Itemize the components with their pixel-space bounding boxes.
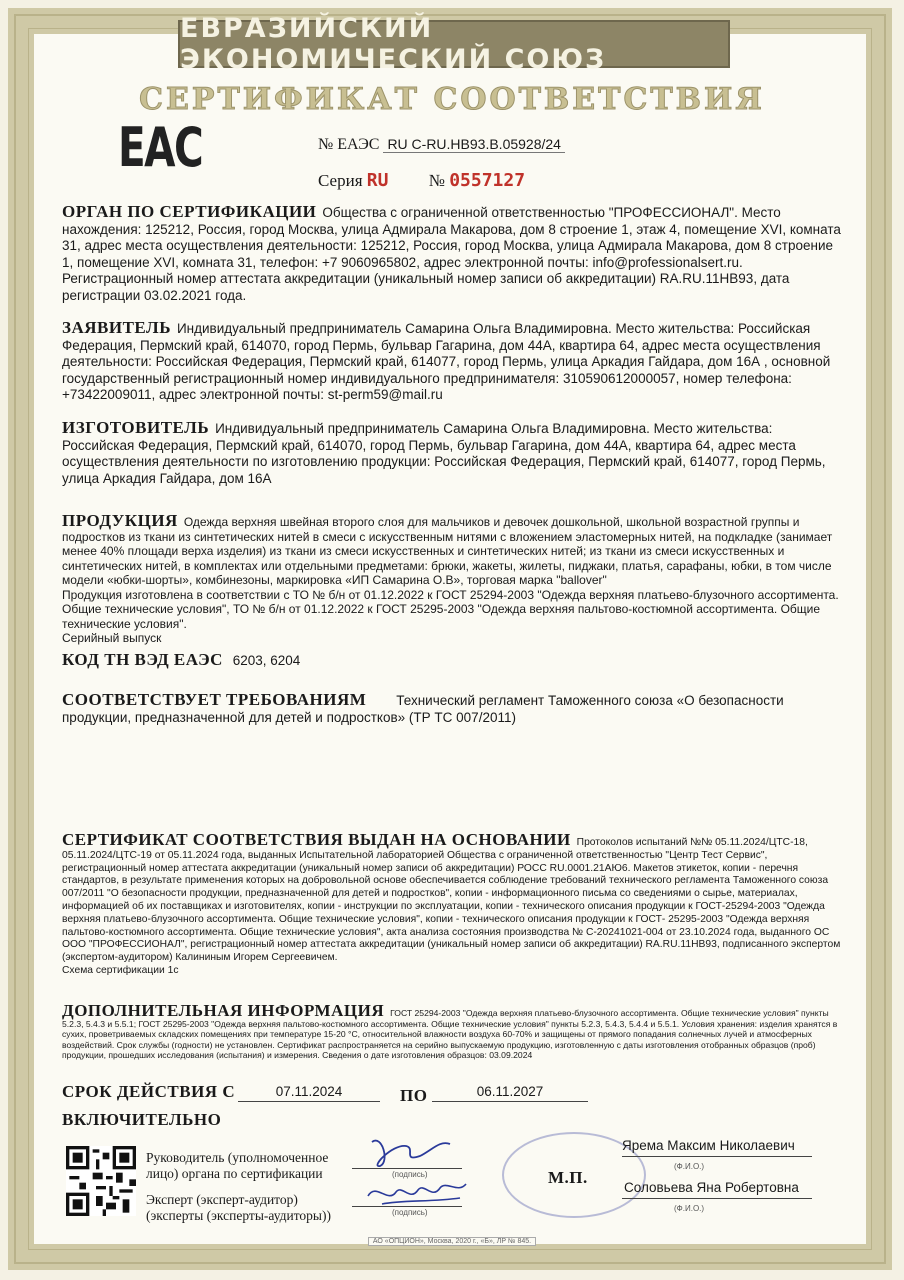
- head-name: Ярема Максим Николаевич: [622, 1138, 795, 1153]
- signature-area: [62, 1138, 842, 1232]
- applicant-label: ЗАЯВИТЕЛЬ: [62, 318, 171, 337]
- head-sign-caption: (подпись): [392, 1170, 428, 1179]
- basis-scheme: Схема сертификации 1с: [62, 964, 179, 976]
- series-value: RU: [366, 170, 389, 191]
- head-signature-icon: [362, 1132, 458, 1172]
- code-value: 6203, 6204: [232, 653, 301, 668]
- head-label: Руководитель (уполномоченное лицо) органа по сертификации: [146, 1150, 329, 1181]
- manufacturer-text: Индивидуальный предприниматель Самарина Ольга Владимировна. Место жительства: Российская Федерация, Пермский край, 614070, город Пермь, бульвар Гагарина, дом 44А, квартира 64, адрес места осуществления деятельности по изготовлению продукции: Российская Федерация, Пермский край, 614077, город Пермь, улица Аркадия Гайдара, дом 16А: [62, 421, 826, 486]
- code-label: КОД ТН ВЭД ЕАЭС: [62, 650, 223, 669]
- basis-label: СЕРТИФИКАТ СООТВЕТСТВИЯ ВЫДАН НА ОСНОВАНИИ: [62, 830, 571, 849]
- expert-sign-caption: (подпись): [392, 1208, 428, 1217]
- qr-code-icon: [66, 1146, 136, 1216]
- organ-section: [62, 204, 842, 304]
- product-label: ПРОДУКЦИЯ: [62, 511, 178, 530]
- product-section: [62, 511, 842, 646]
- organ-text: Общества с ограниченной ответственностью "ПРОФЕССИОНАЛ". Место нахождения: 125212, Россия, город Москва, улица Адмирала Макарова, дом 8 строение 1, этаж 4, помещение XVI, комната 31, адрес места осуществления деятельности: 125212, Россия, город Москва, улица Адмирала Макарова, дом 8 строение 1, помещение XVI, комната 31, телефон: +7 9060965802, адрес электронной почты: info@professionalsert.ru. Регистрационный номер аттестата аккредитации (уникальный номер записи об аккредитации) RA.RU.11НВ93, дата регистрации 03.02.2021 года.: [62, 205, 841, 303]
- applicant-section: [62, 320, 842, 404]
- validity-section: [62, 1084, 842, 1134]
- manufacturer-section: [62, 420, 842, 487]
- expert-name: Соловьева Яна Робертовна: [624, 1180, 799, 1195]
- extra-info-text: ГОСТ 25294-2003 "Одежда верхняя платьево-блузочного ассортимента. Общие технические условия" пункты 5.2.3, 5.4.3 и 5.5.1; ГОСТ 25295-2003 "Одежда верхняя пальтово-костюмного ассортимента. Общие технические условия" пункты 5.2.3, 5.4.3, 5.4.4 и 5.5.1. Условия хранения: изделия хранятся в сухих, проветриваемых складских помещениях при температуре 15-20 °С, относительной влажности воздуха 60-70% и защищены от прямого попадания солнечных лучей и атмосферных воздействий. Срок службы (годности) не установлен. Сертификат распространяется на серийно выпускаемую продукцию, изготовленную с даты изготовления отобранных образцов (проб) продукции, прошедших исследования (испытания) и измерения. Сведения о дате изготовления образцов: 03.09.2024: [62, 1008, 838, 1060]
- conforms-label: СООТВЕТСТВУЕТ ТРЕБОВАНИЯМ: [62, 690, 367, 709]
- extra-info-label: ДОПОЛНИТЕЛЬНАЯ ИНФОРМАЦИЯ: [62, 1001, 385, 1020]
- form-number-label: №: [428, 171, 445, 190]
- product-serial: Серийный выпуск: [62, 631, 162, 645]
- conforms-text: Технический регламент Таможенного союза «О безопасности продукции, предназначенной для детей и подростков» (ТР ТС 007/2011): [62, 693, 784, 725]
- extra-info-section: [62, 1001, 842, 1061]
- union-banner: ЕВРАЗИЙСКИЙ ЭКОНОМИЧЕСКИЙ СОЮЗ: [178, 20, 730, 68]
- expert-fio-caption: (Ф.И.О.): [674, 1204, 705, 1213]
- validity-from: 07.11.2024: [238, 1084, 380, 1102]
- basis-section: [62, 830, 842, 978]
- series-line: [318, 170, 525, 191]
- conforms-section: [62, 692, 842, 726]
- basis-text: Протоколов испытаний №№ 05.11.2024/ЦТС-18, 05.11.2024/ЦТС-19 от 05.11.2024 года, выданных Испытательной лабораторией Общества с ограниченной ответственностью "Центр Тест Сервис", регистрационный номер аттестата аккредитации (уникальный номер записи об аккредитации) РОСС RU.0001.21АЮ6. Макетов этикеток, копии - перечня стандартов, в результате применения которых на добровольной основе обеспечивается соблюдение требований технического регламента Таможенного союза 007/2011 "О безопасности продукции, предназначенной для детей и подростков", копии - информационного письма со сведениями о сырье, материалах, информацией об их поставщиках и изготовителях, копии - инструкции по эксплуатации, копии - технического описания продукции к ГОСТ-25294-2003 "Одежда верхняя платьево-блузочного ассортимента. Общие технические условия", копии - технического описания продукции к ГОСТ- 25295-2003 "Одежда верхняя пальтово-костюмного ассортимента. Общие технические условия", акта анализа состояния производства № С-20241021-004 от 23.10.2024 года, выданного ОС ООО "ПРОФЕССИОНАЛ", регистрационный номер аттестата аккредитации (уникальный номер записи об аккредитации) RA.RU.11НВ93, подписанного экспертом (экспертом-аудитором) Калининым Игорем Сергеевичем.: [62, 837, 841, 964]
- product-standard: Продукция изготовлена в соответствии с ТО № б/н от 01.12.2022 к ГОСТ 25294-2003 "Одежда верхняя платьево-блузочного ассортимента. Общие технические условия", ТО № б/н от 01.12.2022 к ГОСТ 25295-2003 "Одежда верхняя пальтово-костюмной ассортимента. Общие технические условия".: [62, 587, 839, 631]
- eac-mark: ЕАС: [118, 116, 203, 179]
- certificate-title: СЕРТИФИКАТ СООТВЕТСТВИЯ: [139, 82, 765, 117]
- applicant-text: Индивидуальный предприниматель Самарина Ольга Владимировна. Место жительства: Российская Федерация, Пермский край, 614070, город Пермь, бульвар Гагарина, дом 44А, квартира 64, адрес места осуществления деятельности: Российская Федерация, Пермский край, 614077, город Пермь, улица Аркадия Гайдара, дом 16А , основной государственный регистрационный номер индивидуального предпринимателя: 310590612000057, номер телефона: +73422009011, адрес электронной почты: st-perm59@mail.ru: [62, 321, 831, 402]
- expert-name-line: [622, 1198, 812, 1199]
- printer-footer: АО «ОПЦИОН», Москва, 2020 г., «Б», ЛР № 845.: [0, 1238, 904, 1245]
- head-name-line: [622, 1156, 812, 1157]
- validity-to: 06.11.2027: [432, 1084, 588, 1102]
- validity-to-label: ПО: [400, 1086, 428, 1105]
- certificate-number: RU C-RU.НВ93.В.05928/24: [383, 136, 565, 153]
- head-fio-caption: (Ф.И.О.): [674, 1162, 705, 1171]
- validity-inclusive: ВКЛЮЧИТЕЛЬНО: [62, 1110, 222, 1129]
- validity-label: СРОК ДЕЙСТВИЯ С: [62, 1082, 236, 1101]
- expert-signature-icon: [362, 1174, 472, 1210]
- product-text: Одежда верхняя швейная второго слоя для мальчиков и девочек дошкольной, школьной возрастной группы и подростков из ткани из синтетических нитей в смеси с искусственным нитями с вложением эластомерных нитей, на подкладке (занимает менее 40% площади верха изделия) из ткани из смеси искусственных и синтетических нитей; из ткани из смеси искусственных и синтетических нитей, в комплектах или отдельными предметами: брюки, жакеты, жилеты, пиджаки, платья, сарафаны, юбки, в том числе модели «юбки-шорты», комбинезоны, маркировка «ИП Самарина О.В», торговая марка "ballover": [62, 515, 833, 587]
- expert-label: Эксперт (эксперт-аудитор) (эксперты (эксперты-аудиторы)): [146, 1192, 331, 1223]
- number-label: № ЕАЭС: [318, 136, 380, 153]
- seal-place-label: М.П.: [548, 1168, 588, 1187]
- form-number: 0557127: [449, 170, 526, 191]
- certificate-number-line: [318, 136, 565, 154]
- code-section: [62, 652, 842, 670]
- series-label: Серия: [318, 171, 363, 190]
- manufacturer-label: ИЗГОТОВИТЕЛЬ: [62, 418, 210, 437]
- organ-label: ОРГАН ПО СЕРТИФИКАЦИИ: [62, 202, 317, 221]
